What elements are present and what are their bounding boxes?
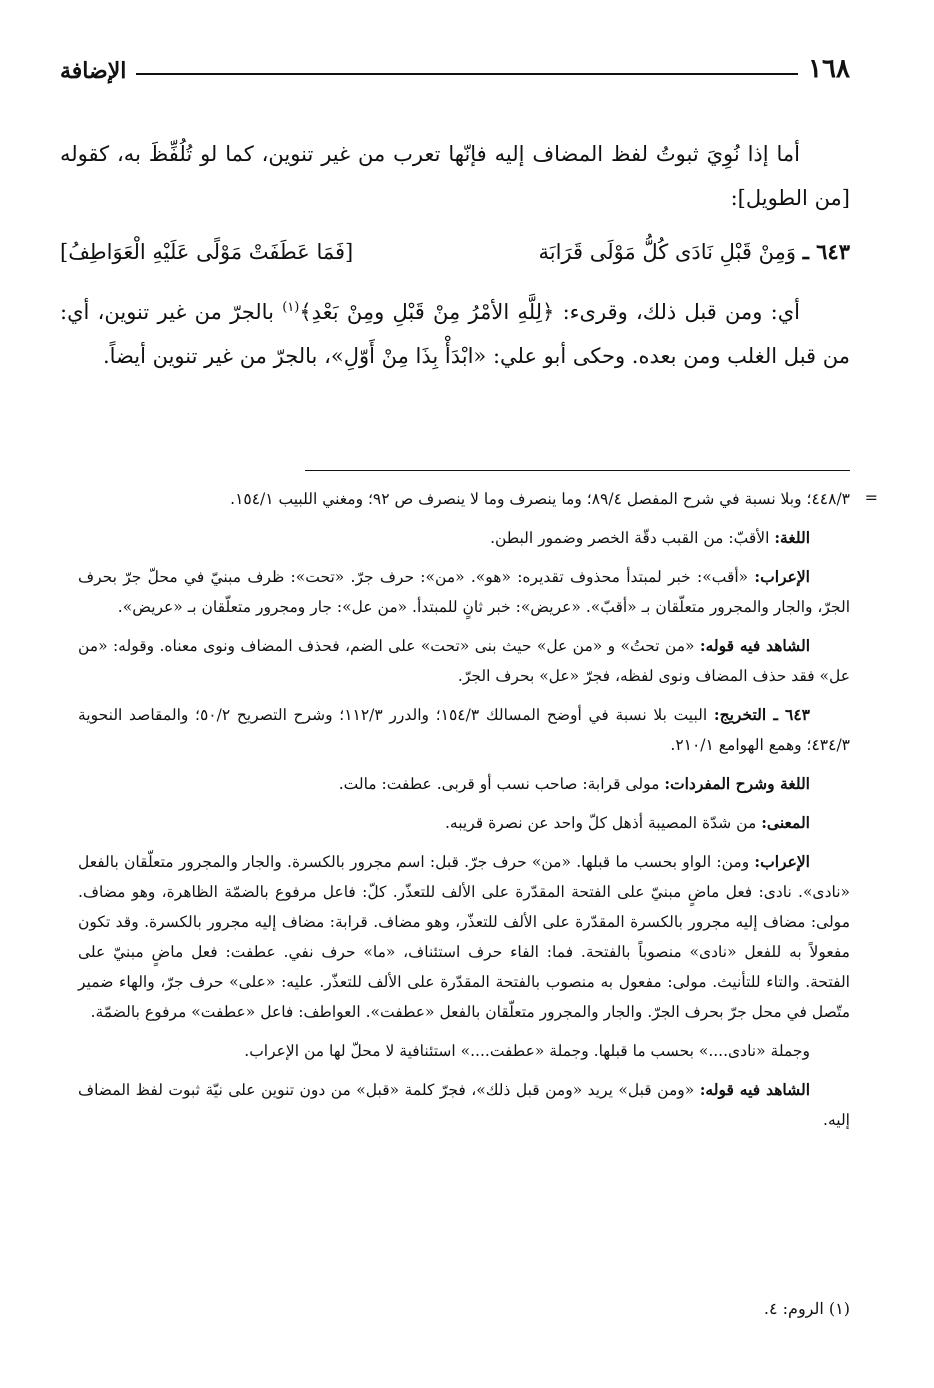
continuation-mark: = <box>864 488 878 507</box>
footnote-separator <box>305 470 850 471</box>
note-label: ٦٤٣ ـ التخريج: <box>713 705 811 724</box>
page-number: ١٦٨ <box>808 54 850 84</box>
note-label: اللغة: <box>774 528 810 547</box>
page-header <box>60 50 850 84</box>
paragraph-1: أما إذا نُوِيَ ثبوتُ لفظ المضاف إليه فإنّها تعرب من غير تنوين، كما لو تُلُفِّظَ به، كقوله [من الطويل]: <box>60 142 850 210</box>
note-label: اللغة وشرح المفردات: <box>664 774 810 793</box>
verse-line <box>60 228 850 276</box>
commentary-notes <box>78 484 878 1135</box>
note-text: «ومن قبل» يريد «ومن قبل ذلك»، فجرّ كلمة «قبل» من دون تنوين على نيّة ثبوت لفظ المضاف إليه. <box>78 1081 850 1129</box>
note-label: الإعراب: <box>754 567 810 586</box>
paragraph-2-part-b: بالجرّ من غير تنوين، أي: من قبل الغلب ومن بعده. وحكى أبو علي: «ابْدَأْ بِذَا مِنْ أَوّلِ»، بالجرّ من غير تنوين أيضاً. <box>60 300 850 368</box>
footnote-ref[interactable]: (١) <box>282 300 300 315</box>
note-irab-1 <box>78 562 850 622</box>
note-label: الإعراب: <box>754 852 810 871</box>
note-label: المعنى: <box>761 813 810 832</box>
note-text: ومن: الواو بحسب ما قبلها. «من» حرف جرّ. قبل: اسم مجرور بالكسرة. والجار والمجرور متعلّقان بالفعل «نادى». نادى: فعل ماضٍ مبنيّ على الفتحة المقدّرة على الألف للتعذّر. كلّ: فاعل مرفوع بالضمّة الظاهرة، وهو مضاف. مولى: مضاف إليه مجرور بالكسرة المقدّرة على الألف للتعذّر، وهو مضاف. قرابة: مضاف إليه مجرور بالكسرة. وقد تكون مفعولاً به للفعل «نادى» منصوباً بالفتحة. فما: الفاء حرف استئناف، «ما» حرف نفي. عطفت: فعل ماضٍ مبنيّ على الفتحة. والتاء للتأنيث. مولى: مفعول به منصوب بالفتحة المقدّرة على الألف للتعذّر. عليه: «على» حرف جرّ، والهاء ضمير متّصل في محل جرّ بحرف الجرّ. والجار والمجرور متعلّقان بالفعل «عطفت». العواطف: فاعل «عطفت» مرفوع بالضمّة. <box>78 853 850 1021</box>
note-label: الشاهد فيه قوله: <box>699 1080 811 1099</box>
note-jumla: وجملة «نادى....» بحسب ما قبلها. وجملة «عطفت....» استئنافية لا محلّ لها من الإعراب. <box>244 1042 810 1060</box>
note-text: من شدّة المصيبة أذهل كلّ واحد عن نصرة قريبه. <box>445 814 762 832</box>
note-text: «أقب»: خبر لمبتدأ محذوف تقديره: «هو». «من»: حرف جرّ. «تحت»: ظرف مبنيّ في محلّ جرّ بحرف الجرّ، والجار والمجرور متعلّقان بـ «أقبّ». «عريض»: خبر ثانٍ للمبتدأ. «من عل»: جار ومجرور متعلّقان بـ «عريض». <box>78 568 850 616</box>
chapter-title: الإضافة <box>60 58 127 84</box>
verse-hemistich-2: [فَمَا عَطَفَتْ مَوْلًى عَلَيْهِ الْعَوَاطِفُ] <box>60 240 354 264</box>
paragraph-2 <box>60 286 850 378</box>
note-maana <box>78 808 850 838</box>
note-lugha-2 <box>78 769 850 799</box>
verse-hemistich-1: وَمِنْ قَبْلِ نَادَى كُلُّ مَوْلَى قَرَابَة <box>538 240 796 264</box>
footnote: (١) الروم: ٤. <box>763 1299 850 1318</box>
note-label: الشاهد فيه قوله: <box>699 636 811 655</box>
note-shahid-2 <box>78 1075 850 1135</box>
paragraph-2-part-a: أي: ومن قبل ذلك، وقرىء: ﴿لِلَّهِ الأمْرُ مِنْ قَبْلِ ومِنْ بَعْدِ﴾ <box>299 300 800 324</box>
note-continuation: ٤٤٨/٣؛ وبلا نسبة في شرح المفصل ٨٩/٤؛ وما ينصرف وما لا ينصرف ص ٩٢؛ ومغني اللبيب ١٥٤/١. <box>230 490 850 508</box>
main-text <box>60 132 850 378</box>
note-shahid-1 <box>78 631 850 691</box>
note-takhrij <box>78 700 850 760</box>
note-irab-2 <box>78 847 850 1027</box>
verse-number: ٦٤٣ ـ <box>802 239 850 264</box>
note-text: الأقبّ: من القبب دقّة الخصر وضمور البطن. <box>490 529 775 547</box>
note-text: البيت بلا نسبة في أوضح المسالك ١٥٤/٣؛ والدرر ١١٢/٣؛ وشرح التصريح ٥٠/٢؛ والمقاصد النحوية ٤٣٤/٣؛ وهمع الهوامع ٢١٠/١. <box>78 706 850 754</box>
note-text: «من تحتُ» و «من عل» حيث بنى «تحت» على الضم، فحذف المضاف ونوى معناه. وقوله: «من عل» فقد حذف المضاف ونوى لفظه، فجرّ «عل» بحرف الجرّ. <box>78 637 850 685</box>
page <box>60 50 850 378</box>
header-rule <box>136 73 798 75</box>
note-lugha-1 <box>78 523 850 553</box>
note-text: مولى قرابة: صاحب نسب أو قربى. عطفت: مالت. <box>338 775 665 793</box>
